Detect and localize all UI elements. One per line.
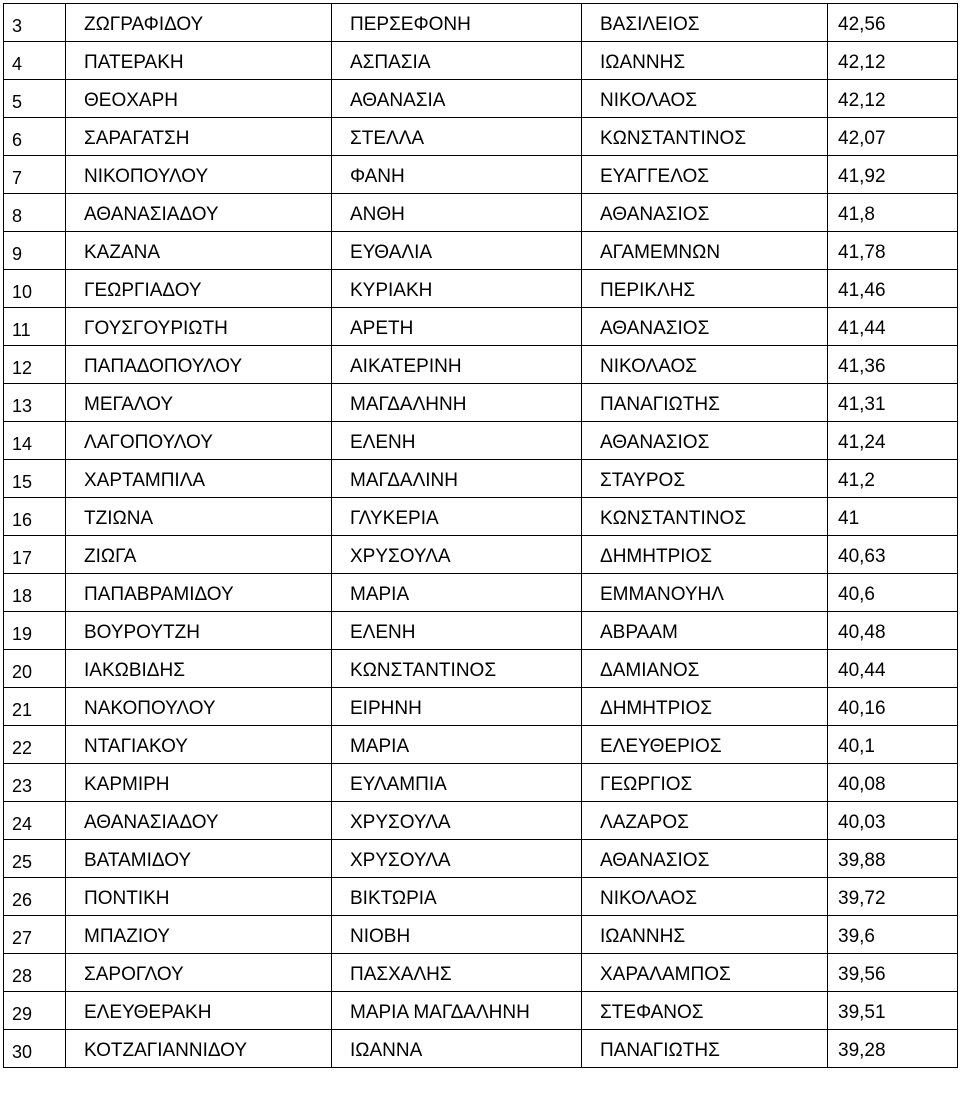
score-cell: 42,12 — [828, 80, 958, 118]
table-row — [4, 460, 958, 498]
table-row — [4, 308, 958, 346]
surname-cell: ΜΠΑΖΙΟΥ — [66, 916, 332, 954]
score-cell: 41,24 — [828, 422, 958, 460]
first-name-cell: ΙΩΑΝΝΑ — [332, 1030, 582, 1068]
score-cell: 41,46 — [828, 270, 958, 308]
score-cell: 41,8 — [828, 194, 958, 232]
first-name-cell: ΦΑΝΗ — [332, 156, 582, 194]
table-row — [4, 840, 958, 878]
first-name-cell: ΑΡΕΤΗ — [332, 308, 582, 346]
row-number-cell: 5 — [4, 80, 66, 118]
row-number-cell: 14 — [4, 422, 66, 460]
score-cell: 41,36 — [828, 346, 958, 384]
surname-cell: ΚΟΤΖΑΓΙΑΝΝΙΔΟΥ — [66, 1030, 332, 1068]
first-name-cell: ΑΝΘΗ — [332, 194, 582, 232]
table-row — [4, 878, 958, 916]
score-cell: 40,48 — [828, 612, 958, 650]
surname-cell: ΖΩΓΡΑΦΙΔΟΥ — [66, 4, 332, 42]
father-name-cell: ΠΑΝΑΓΙΩΤΗΣ — [582, 1030, 828, 1068]
score-cell: 39,28 — [828, 1030, 958, 1068]
surname-cell: ΠΑΤΕΡΑΚΗ — [66, 42, 332, 80]
table-row — [4, 1030, 958, 1068]
row-number-cell: 27 — [4, 916, 66, 954]
row-number-cell: 18 — [4, 574, 66, 612]
row-number-cell: 17 — [4, 536, 66, 574]
father-name-cell: ΔΗΜΗΤΡΙΟΣ — [582, 688, 828, 726]
score-cell: 42,56 — [828, 4, 958, 42]
surname-cell: ΓΕΩΡΓΙΑΔΟΥ — [66, 270, 332, 308]
first-name-cell: ΕΥΛΑΜΠΙΑ — [332, 764, 582, 802]
table-row — [4, 498, 958, 536]
surname-cell: ΑΘΑΝΑΣΙΑΔΟΥ — [66, 194, 332, 232]
row-number-cell: 23 — [4, 764, 66, 802]
table-row — [4, 992, 958, 1030]
row-number-cell: 30 — [4, 1030, 66, 1068]
table-row — [4, 612, 958, 650]
row-number-cell: 28 — [4, 954, 66, 992]
father-name-cell: ΙΩΑΝΝΗΣ — [582, 42, 828, 80]
score-cell: 40,44 — [828, 650, 958, 688]
surname-cell: ΓΟΥΣΓΟΥΡΙΩΤΗ — [66, 308, 332, 346]
surname-cell: ΙΑΚΩΒΙΔΗΣ — [66, 650, 332, 688]
surname-cell: ΣΑΡΑΓΑΤΣΗ — [66, 118, 332, 156]
score-cell: 40,6 — [828, 574, 958, 612]
father-name-cell: ΣΤΕΦΑΝΟΣ — [582, 992, 828, 1030]
father-name-cell: ΔΗΜΗΤΡΙΟΣ — [582, 536, 828, 574]
father-name-cell: ΚΩΝΣΤΑΝΤΙΝΟΣ — [582, 498, 828, 536]
score-cell: 39,56 — [828, 954, 958, 992]
surname-cell: ΝΑΚΟΠΟΥΛΟΥ — [66, 688, 332, 726]
score-cell: 40,16 — [828, 688, 958, 726]
row-number-cell: 6 — [4, 118, 66, 156]
score-cell: 41,31 — [828, 384, 958, 422]
row-number-cell: 8 — [4, 194, 66, 232]
father-name-cell: ΑΓΑΜΕΜΝΩΝ — [582, 232, 828, 270]
first-name-cell: ΠΕΡΣΕΦΟΝΗ — [332, 4, 582, 42]
table-row — [4, 688, 958, 726]
father-name-cell: ΑΘΑΝΑΣΙΟΣ — [582, 194, 828, 232]
row-number-cell: 10 — [4, 270, 66, 308]
score-cell: 39,51 — [828, 992, 958, 1030]
first-name-cell: ΜΑΡΙΑ ΜΑΓΔΑΛΗΝΗ — [332, 992, 582, 1030]
father-name-cell: ΔΑΜΙΑΝΟΣ — [582, 650, 828, 688]
father-name-cell: ΕΥΑΓΓΕΛΟΣ — [582, 156, 828, 194]
surname-cell: ΠΑΠΑΒΡΑΜΙΔΟΥ — [66, 574, 332, 612]
surname-cell: ΠΟΝΤΙΚΗ — [66, 878, 332, 916]
surname-cell: ΧΑΡΤΑΜΠΙΛΑ — [66, 460, 332, 498]
first-name-cell: ΑΙΚΑΤΕΡΙΝΗ — [332, 346, 582, 384]
table-row — [4, 954, 958, 992]
father-name-cell: ΑΒΡΑΑΜ — [582, 612, 828, 650]
first-name-cell: ΜΑΓΔΑΛΗΝΗ — [332, 384, 582, 422]
table-row — [4, 384, 958, 422]
row-number-cell: 19 — [4, 612, 66, 650]
score-cell: 41,78 — [828, 232, 958, 270]
score-cell: 39,72 — [828, 878, 958, 916]
score-cell: 39,6 — [828, 916, 958, 954]
father-name-cell: ΛΑΖΑΡΟΣ — [582, 802, 828, 840]
score-cell: 40,03 — [828, 802, 958, 840]
row-number-cell: 25 — [4, 840, 66, 878]
first-name-cell: ΚΥΡΙΑΚΗ — [332, 270, 582, 308]
table-row — [4, 802, 958, 840]
first-name-cell: ΕΙΡΗΝΗ — [332, 688, 582, 726]
first-name-cell: ΧΡΥΣΟΥΛΑ — [332, 802, 582, 840]
row-number-cell: 21 — [4, 688, 66, 726]
surname-cell: ΒΟΥΡΟΥΤΖΗ — [66, 612, 332, 650]
surname-cell: ΘΕΟΧΑΡΗ — [66, 80, 332, 118]
father-name-cell: ΑΘΑΝΑΣΙΟΣ — [582, 422, 828, 460]
row-number-cell: 24 — [4, 802, 66, 840]
row-number-cell: 29 — [4, 992, 66, 1030]
score-cell: 41 — [828, 498, 958, 536]
score-cell: 40,63 — [828, 536, 958, 574]
score-cell: 40,08 — [828, 764, 958, 802]
results-table — [3, 3, 958, 1068]
table-row — [4, 346, 958, 384]
score-cell: 40,1 — [828, 726, 958, 764]
row-number-cell: 16 — [4, 498, 66, 536]
father-name-cell: ΧΑΡΑΛΑΜΠΟΣ — [582, 954, 828, 992]
row-number-cell: 11 — [4, 308, 66, 346]
first-name-cell: ΓΛΥΚΕΡΙΑ — [332, 498, 582, 536]
father-name-cell: ΠΕΡΙΚΛΗΣ — [582, 270, 828, 308]
row-number-cell: 13 — [4, 384, 66, 422]
father-name-cell: ΓΕΩΡΓΙΟΣ — [582, 764, 828, 802]
first-name-cell: ΧΡΥΣΟΥΛΑ — [332, 840, 582, 878]
table-row — [4, 916, 958, 954]
table-row — [4, 422, 958, 460]
surname-cell: ΛΑΓΟΠΟΥΛΟΥ — [66, 422, 332, 460]
first-name-cell: ΕΛΕΝΗ — [332, 612, 582, 650]
score-cell: 42,12 — [828, 42, 958, 80]
table-row — [4, 42, 958, 80]
row-number-cell: 20 — [4, 650, 66, 688]
table-row — [4, 650, 958, 688]
results-table-body — [4, 4, 958, 1068]
surname-cell: ΚΑΖΑΝΑ — [66, 232, 332, 270]
first-name-cell: ΒΙΚΤΩΡΙΑ — [332, 878, 582, 916]
row-number-cell: 26 — [4, 878, 66, 916]
table-row — [4, 194, 958, 232]
score-cell: 41,2 — [828, 460, 958, 498]
row-number-cell: 9 — [4, 232, 66, 270]
father-name-cell: ΝΙΚΟΛΑΟΣ — [582, 878, 828, 916]
first-name-cell: ΕΛΕΝΗ — [332, 422, 582, 460]
table-row — [4, 536, 958, 574]
surname-cell: ΤΖΙΩΝΑ — [66, 498, 332, 536]
surname-cell: ΝΙΚΟΠΟΥΛΟΥ — [66, 156, 332, 194]
father-name-cell: ΕΜΜΑΝΟΥΗΛ — [582, 574, 828, 612]
father-name-cell: ΚΩΝΣΤΑΝΤΙΝΟΣ — [582, 118, 828, 156]
row-number-cell: 4 — [4, 42, 66, 80]
table-row — [4, 80, 958, 118]
score-cell: 39,88 — [828, 840, 958, 878]
score-cell: 41,44 — [828, 308, 958, 346]
first-name-cell: ΜΑΡΙΑ — [332, 574, 582, 612]
surname-cell: ΠΑΠΑΔΟΠΟΥΛΟΥ — [66, 346, 332, 384]
father-name-cell: ΣΤΑΥΡΟΣ — [582, 460, 828, 498]
father-name-cell: ΑΘΑΝΑΣΙΟΣ — [582, 840, 828, 878]
first-name-cell: ΑΣΠΑΣΙΑ — [332, 42, 582, 80]
row-number-cell: 7 — [4, 156, 66, 194]
surname-cell: ΕΛΕΥΘΕΡΑΚΗ — [66, 992, 332, 1030]
first-name-cell: ΑΘΑΝΑΣΙΑ — [332, 80, 582, 118]
first-name-cell: ΜΑΓΔΑΛΙΝΗ — [332, 460, 582, 498]
surname-cell: ΖΙΩΓΑ — [66, 536, 332, 574]
father-name-cell: ΝΙΚΟΛΑΟΣ — [582, 346, 828, 384]
table-row — [4, 4, 958, 42]
first-name-cell: ΣΤΕΛΛΑ — [332, 118, 582, 156]
table-row — [4, 764, 958, 802]
score-cell: 42,07 — [828, 118, 958, 156]
row-number-cell: 15 — [4, 460, 66, 498]
row-number-cell: 3 — [4, 4, 66, 42]
surname-cell: ΝΤΑΓΙΑΚΟΥ — [66, 726, 332, 764]
first-name-cell: ΕΥΘΑΛΙΑ — [332, 232, 582, 270]
first-name-cell: ΠΑΣΧΑΛΗΣ — [332, 954, 582, 992]
table-row — [4, 118, 958, 156]
surname-cell: ΒΑΤΑΜΙΔΟΥ — [66, 840, 332, 878]
father-name-cell: ΠΑΝΑΓΙΩΤΗΣ — [582, 384, 828, 422]
row-number-cell: 12 — [4, 346, 66, 384]
surname-cell: ΑΘΑΝΑΣΙΑΔΟΥ — [66, 802, 332, 840]
father-name-cell: ΑΘΑΝΑΣΙΟΣ — [582, 308, 828, 346]
table-row — [4, 270, 958, 308]
father-name-cell: ΒΑΣΙΛΕΙΟΣ — [582, 4, 828, 42]
father-name-cell: ΝΙΚΟΛΑΟΣ — [582, 80, 828, 118]
surname-cell: ΜΕΓΑΛΟΥ — [66, 384, 332, 422]
score-cell: 41,92 — [828, 156, 958, 194]
first-name-cell: ΝΙΟΒΗ — [332, 916, 582, 954]
table-row — [4, 726, 958, 764]
table-row — [4, 232, 958, 270]
father-name-cell: ΙΩΑΝΝΗΣ — [582, 916, 828, 954]
father-name-cell: ΕΛΕΥΘΕΡΙΟΣ — [582, 726, 828, 764]
first-name-cell: ΚΩΝΣΤΑΝΤΙΝΟΣ — [332, 650, 582, 688]
first-name-cell: ΧΡΥΣΟΥΛΑ — [332, 536, 582, 574]
first-name-cell: ΜΑΡΙΑ — [332, 726, 582, 764]
surname-cell: ΣΑΡΟΓΛΟΥ — [66, 954, 332, 992]
row-number-cell: 22 — [4, 726, 66, 764]
table-row — [4, 156, 958, 194]
table-row — [4, 574, 958, 612]
surname-cell: ΚΑΡΜΙΡΗ — [66, 764, 332, 802]
